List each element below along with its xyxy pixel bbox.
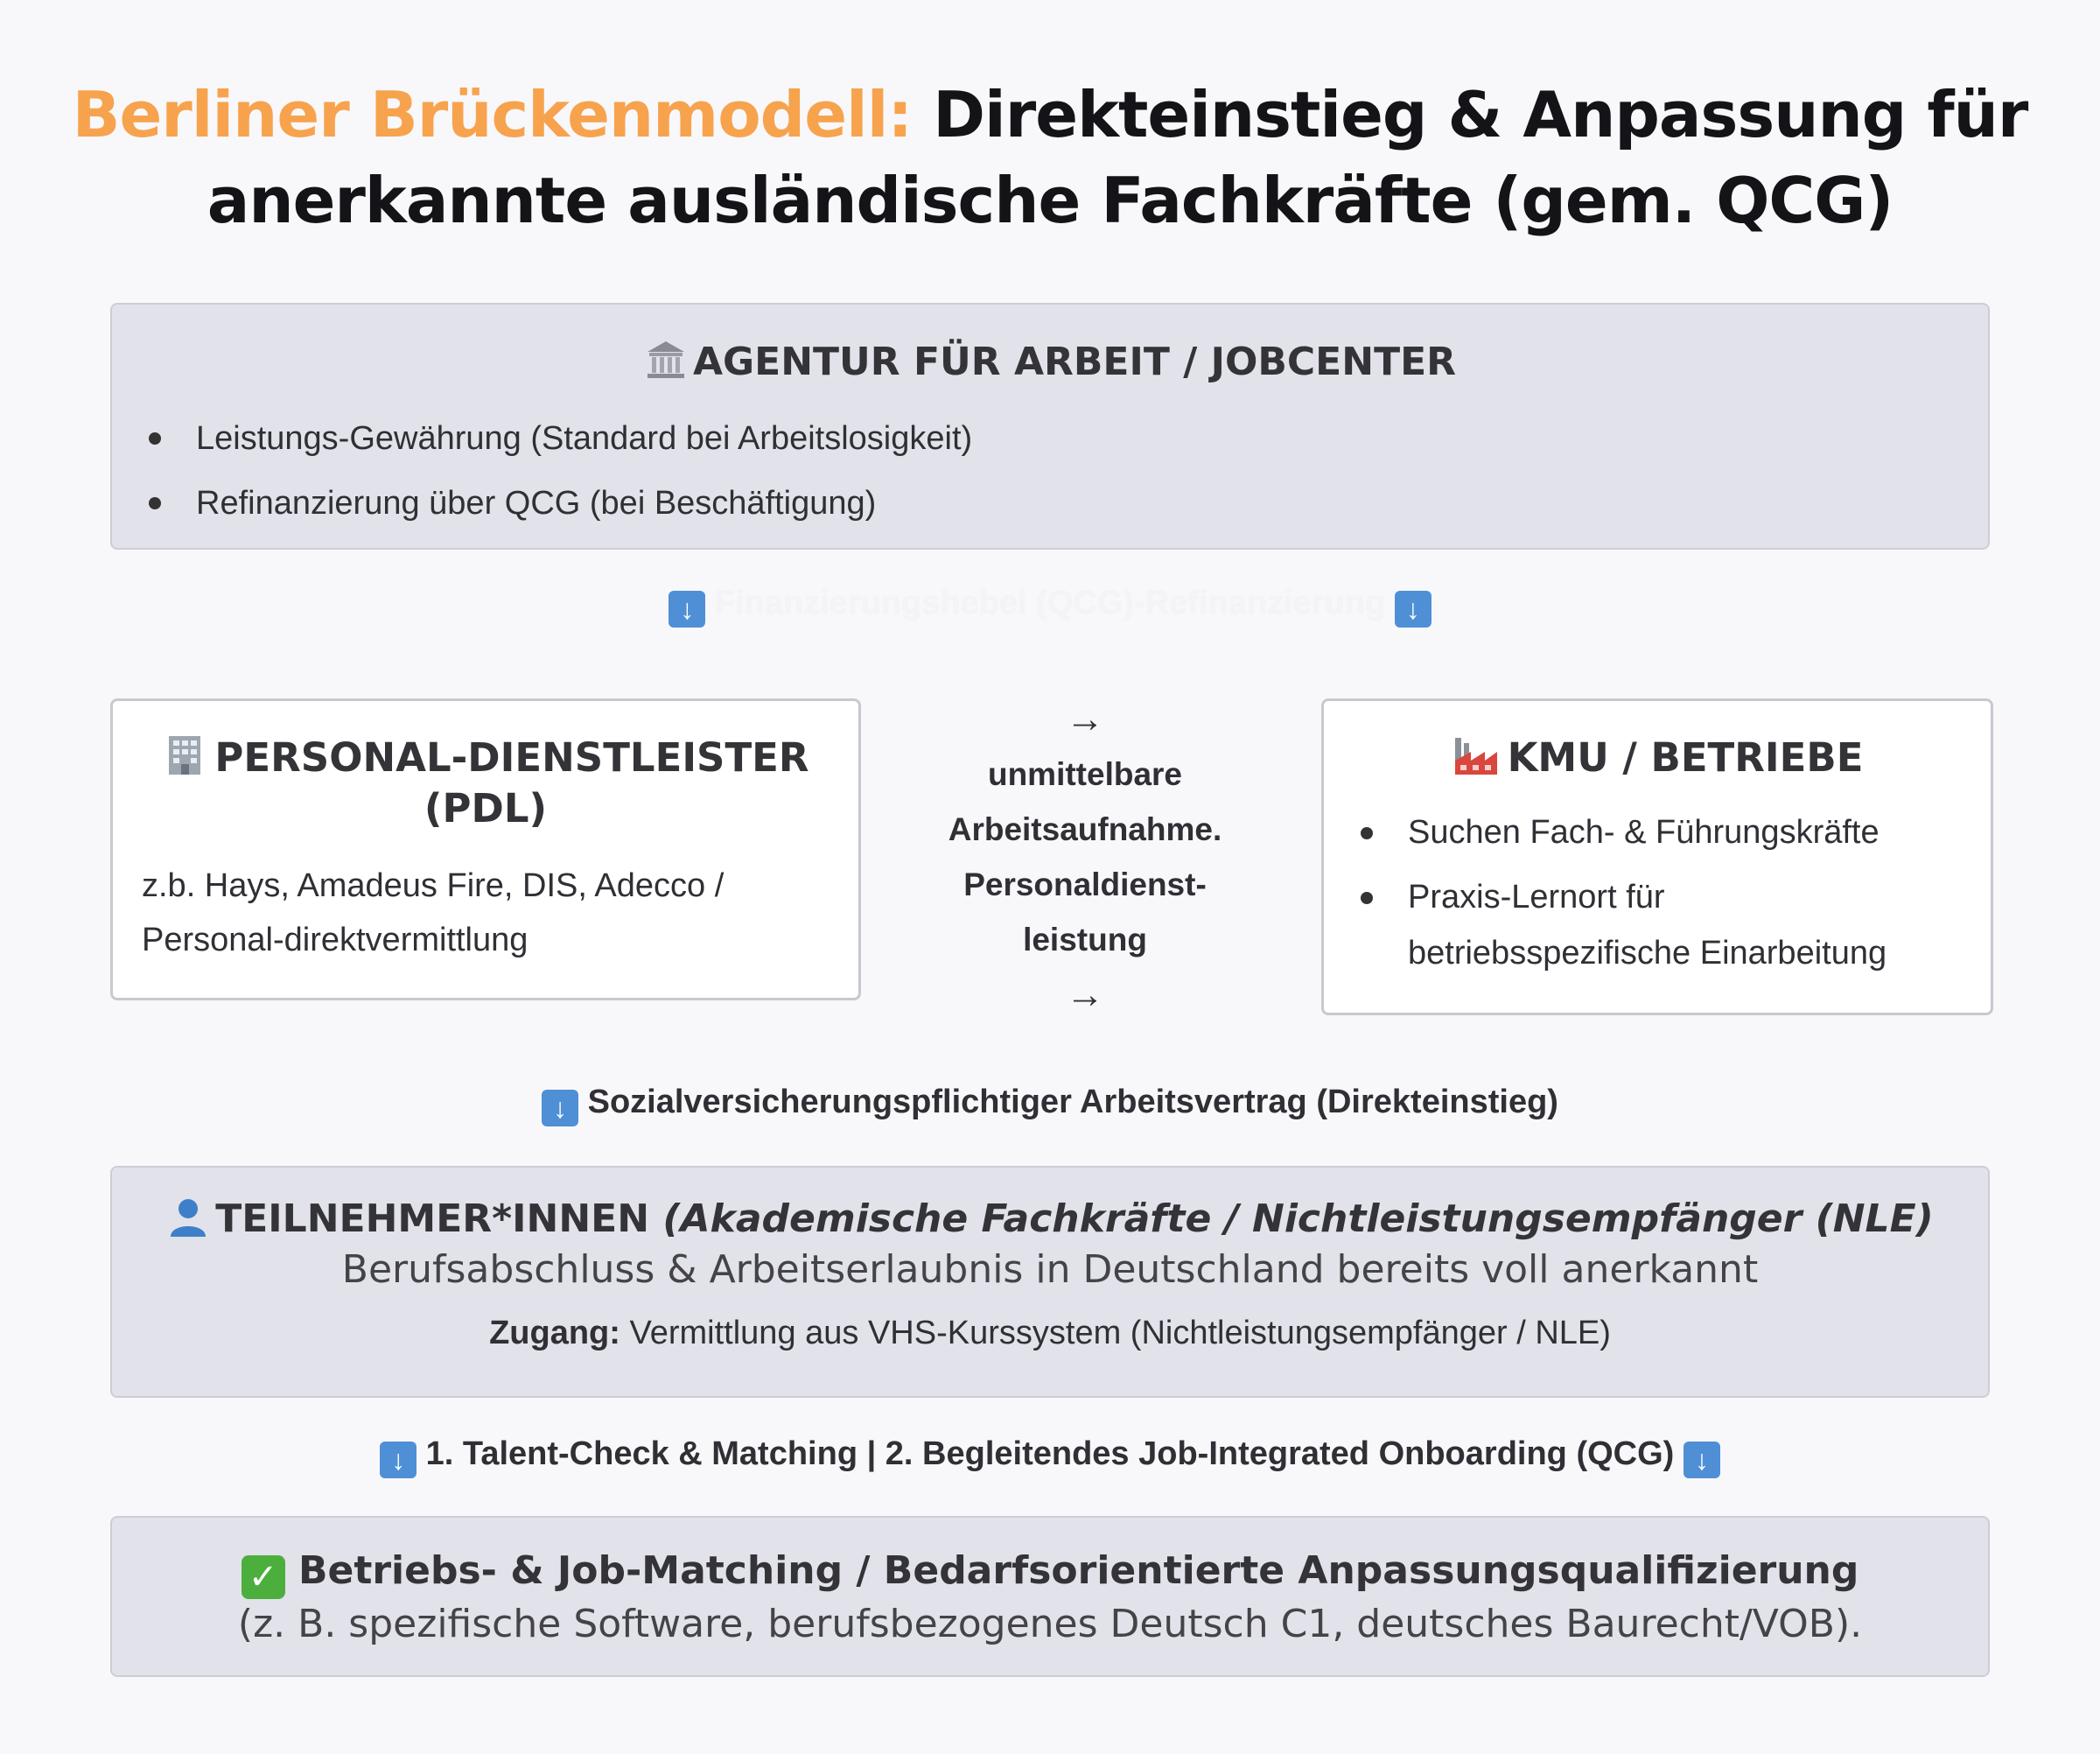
participants-subtitle: Berufsabschluss & Arbeitserlaubnis in Deutschland bereits voll anerkannt (341, 1247, 1759, 1292)
page-title (0, 72, 2100, 243)
access-label: Zugang: (489, 1315, 620, 1351)
down-arrow-icon: ↓ (542, 1090, 578, 1126)
down-arrow-icon: ↓ (1395, 591, 1432, 628)
right-arrow-icon: → (1066, 698, 1104, 740)
kmu-box (1321, 698, 1993, 1015)
result-subtitle: (z. B. spezifische Software, berufsbezogenes Deutsch C1, deutsches Baurecht/VOB). (237, 1602, 1863, 1646)
connector-financing (0, 585, 2100, 628)
connector-financing-text: Finanzierungshebel (QCG)-Refinanzierung (714, 585, 1386, 621)
kmu-heading (1324, 733, 1991, 783)
connector-employment-contract (0, 1084, 2100, 1126)
agentur-list (149, 406, 1988, 536)
down-arrow-icon: ↓ (1684, 1442, 1720, 1478)
mid-line: leistung (1023, 922, 1147, 958)
down-arrow-icon: ↓ (380, 1442, 416, 1478)
connector-matching-text: 1. Talent-Check & Matching | 2. Begleitendes Job-Integrated Onboarding (QCG) (425, 1435, 1675, 1472)
kmu-heading-text: KMU / BETRIEBE (1507, 734, 1864, 781)
list-item: Suchen Fach- & Führungskräfte (1361, 804, 1991, 860)
result-heading-text: Betriebs- & Job-Matching / Bedarfsorientierte Anpassungsqualifizierung (298, 1548, 1859, 1593)
result-box (110, 1516, 1990, 1677)
participants-heading (112, 1194, 1988, 1245)
list-item: Refinanzierung über QCG (bei Beschäftigung) (149, 471, 1988, 536)
result-heading (112, 1546, 1988, 1599)
factory-icon (1452, 733, 1501, 778)
bank-icon (644, 338, 688, 382)
mid-line: Personaldienst- (963, 866, 1207, 902)
right-arrow-icon: → (1066, 973, 1104, 1016)
participants-heading-text: TEILNEHMER*INNEN (215, 1196, 650, 1241)
person-icon (166, 1195, 210, 1238)
check-mark-icon: ✓ (242, 1555, 285, 1599)
direct-employment-connector (910, 691, 1260, 1022)
pdl-heading-line1: PERSONAL-DIENSTLEISTER (214, 734, 809, 781)
access-text: Vermittlung aus VHS-Kurssystem (Nichtleistungsempfänger / NLE) (629, 1315, 1611, 1351)
participants-heading-italic: (Akademische Fachkräfte / Nichtleistungsempfänger (NLE) (662, 1196, 1934, 1241)
list-item: Praxis-Lernort für betriebsspezifische Einarbeitung (1361, 869, 1991, 981)
connector-employment-contract-text: Sozialversicherungspflichtiger Arbeitsvertrag (Direkteinstieg) (587, 1084, 1558, 1120)
agentur-box (110, 303, 1990, 550)
participants-box (110, 1166, 1990, 1398)
office-building-icon (162, 733, 207, 778)
pdl-box (110, 698, 861, 1000)
pdl-text-line2: Personal-direktvermittlung (142, 922, 528, 958)
down-arrow-icon: ↓ (668, 591, 705, 628)
mid-line: Arbeitsaufnahme. (948, 811, 1222, 847)
agentur-heading-text: AGENTUR FÜR ARBEIT / JOBCENTER (692, 340, 1457, 384)
mid-line: unmittelbare (987, 756, 1183, 792)
kmu-list (1361, 804, 1991, 981)
pdl-text (142, 859, 858, 967)
connector-matching (0, 1435, 2100, 1478)
title-line2: anerkannte ausländische Fachkräfte (gem. QCG) (206, 164, 1894, 237)
title-line1: Direkteinstieg & Anpassung für (933, 78, 2028, 151)
agentur-heading (112, 336, 1988, 389)
participants-access (112, 1311, 1988, 1355)
pdl-text-line1: z.b. Hays, Amadeus Fire, DIS, Adecco / (142, 867, 724, 904)
pdl-heading-line2: (PDL) (424, 785, 548, 831)
pdl-heading (113, 733, 858, 834)
list-item: Leistungs-Gewährung (Standard bei Arbeitslosigkeit) (149, 406, 1988, 471)
title-accent: Berliner Brückenmodell: (72, 78, 913, 151)
